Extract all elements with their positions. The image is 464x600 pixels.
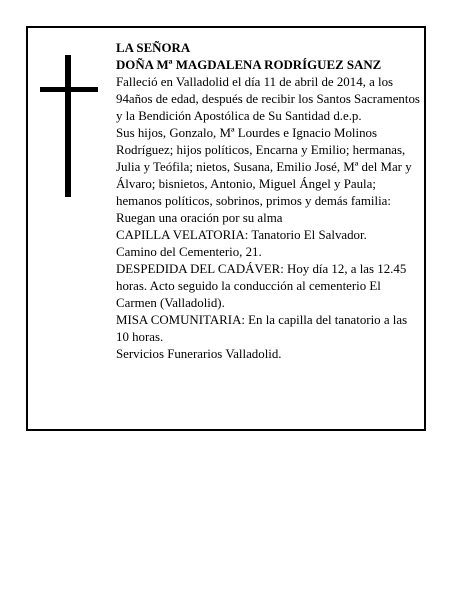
cross-vertical-bar <box>65 55 71 197</box>
death-details: Falleció en Valladolid el día 11 de abril de 2014, a los 94años de edad, después de recibir los Santos Sacramentos y la Bendición Apostólica de Su Santidad d.e.p. <box>116 75 420 123</box>
cross-horizontal-bar <box>40 87 98 92</box>
notice-text <box>116 40 421 363</box>
farewell-details: DESPEDIDA DEL CADÁVER: Hoy día 12, a las 12.45 horas. Acto seguido la conducción al cementerio El Carmen (Valladolid). <box>116 262 407 310</box>
funeral-services: Servicios Funerarios Valladolid. <box>116 347 282 361</box>
chapel-address: Camino del Cementerio, 21. <box>116 245 262 259</box>
obituary-notice <box>26 26 426 431</box>
prayer-request: Ruegan una oración por su alma <box>116 211 283 225</box>
deceased-name: DOÑA Mª MAGDALENA RODRÍGUEZ SANZ <box>116 58 382 72</box>
chapel-location: CAPILLA VELATORIA: Tanatorio El Salvador. <box>116 228 367 242</box>
deceased-title: LA SEÑORA <box>116 41 191 55</box>
mass-details: MISA COMUNITARIA: En la capilla del tanatorio a las 10 horas. <box>116 313 408 344</box>
cross-icon <box>40 55 98 197</box>
family-members: Sus hijos, Gonzalo, Mª Lourdes e Ignacio Molinos Rodríguez; hijos políticos, Encarna y Emilio; hermanas, Julia y Teófila; nietos, Susana, Emilio José, Mª del Mar y Álvaro; bisnietos, Antonio, Miguel Ángel y Paula; hemanos políticos, sobrinos, primos y demás familia: <box>116 126 412 208</box>
